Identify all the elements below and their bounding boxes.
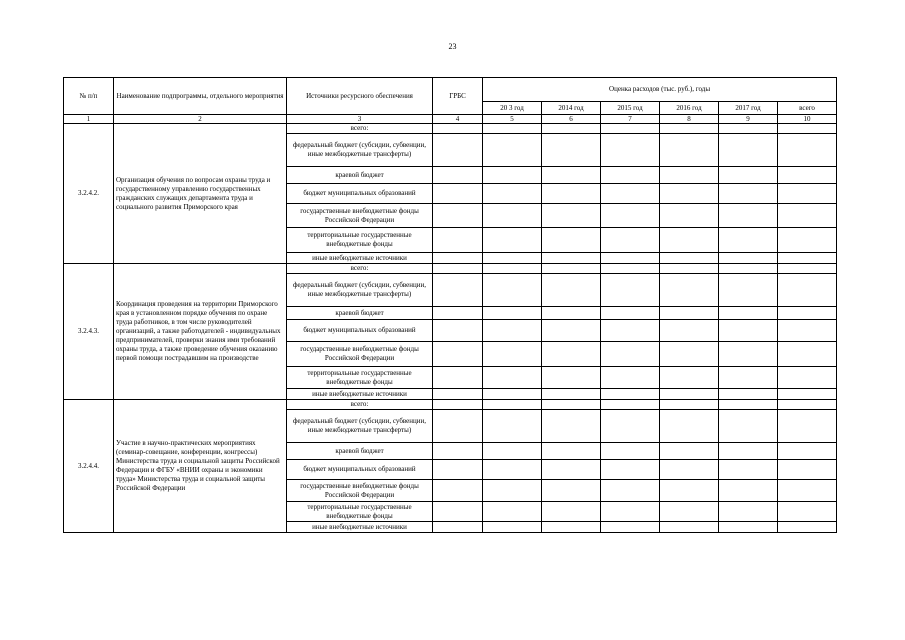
cost-cell <box>601 342 660 367</box>
cost-cell <box>778 204 837 228</box>
cost-cell <box>483 502 542 522</box>
header-year: 2014 год <box>542 102 601 115</box>
cost-cell <box>719 204 778 228</box>
cost-cell <box>778 460 837 480</box>
cost-cell <box>601 307 660 320</box>
cost-cell <box>601 274 660 307</box>
header-year: 2017 год <box>719 102 778 115</box>
cost-cell <box>601 320 660 342</box>
activity-name: Координация проведения на территории Приморского края в установленном порядке обучения по охране труда работников, в том числе руководителей организаций, а также работодателей - индивидуальных предпринимателей, проверки знания ими требований охраны труда, а также проведение обучения оказанию первой помощи пострадавшим на производстве <box>114 264 287 400</box>
funding-source: иные внебюджетные источники <box>287 253 433 264</box>
cost-cell <box>778 184 837 204</box>
cost-cell <box>778 502 837 522</box>
cost-cell <box>542 480 601 502</box>
cost-cell <box>660 204 719 228</box>
funding-source: федеральный бюджет (субсидии, субвенции, иные межбюджетные трансферты) <box>287 134 433 167</box>
funding-source: государственные внебюджетные фонды Российской Федерации <box>287 480 433 502</box>
cost-cell <box>542 124 601 134</box>
funding-source: всего: <box>287 124 433 134</box>
cost-cell <box>601 134 660 167</box>
cost-cell <box>660 253 719 264</box>
grbs-cell <box>433 460 483 480</box>
funding-source: краевой бюджет <box>287 167 433 184</box>
activity-number: 3.2.4.3. <box>64 264 114 400</box>
cost-cell <box>542 320 601 342</box>
cost-cell <box>483 167 542 184</box>
cost-cell <box>483 389 542 400</box>
cost-cell <box>719 389 778 400</box>
column-number: 6 <box>542 115 601 124</box>
cost-cell <box>778 228 837 253</box>
cost-cell <box>483 443 542 460</box>
cost-cell <box>542 253 601 264</box>
cost-cell <box>483 400 542 410</box>
column-number: 9 <box>719 115 778 124</box>
cost-cell <box>778 307 837 320</box>
cost-cell <box>660 400 719 410</box>
column-number: 2 <box>114 115 287 124</box>
cost-cell <box>542 228 601 253</box>
cost-cell <box>542 389 601 400</box>
cost-cell <box>542 264 601 274</box>
cost-cell <box>719 400 778 410</box>
header-year: 2015 год <box>601 102 660 115</box>
grbs-cell <box>433 342 483 367</box>
cost-cell <box>719 502 778 522</box>
header-costs: Оценка расходов (тыс. руб.), годы <box>483 78 837 102</box>
cost-cell <box>719 367 778 389</box>
cost-cell <box>483 184 542 204</box>
cost-cell <box>719 167 778 184</box>
header-grbs: ГРБС <box>433 78 483 115</box>
funding-source: иные внебюджетные источники <box>287 522 433 533</box>
cost-cell <box>483 480 542 502</box>
column-number: 8 <box>660 115 719 124</box>
cost-cell <box>719 184 778 204</box>
cost-cell <box>719 264 778 274</box>
cost-cell <box>660 502 719 522</box>
cost-cell <box>719 307 778 320</box>
cost-cell <box>601 502 660 522</box>
cost-cell <box>778 320 837 342</box>
grbs-cell <box>433 204 483 228</box>
cost-cell <box>660 264 719 274</box>
cost-cell <box>719 480 778 502</box>
funding-source: бюджет муниципальных образований <box>287 460 433 480</box>
cost-cell <box>483 204 542 228</box>
cost-cell <box>778 389 837 400</box>
cost-cell <box>542 204 601 228</box>
activity-number: 3.2.4.2. <box>64 124 114 264</box>
funding-source: бюджет муниципальных образований <box>287 320 433 342</box>
table-row <box>64 124 837 134</box>
grbs-cell <box>433 134 483 167</box>
cost-cell <box>719 228 778 253</box>
column-number: 4 <box>433 115 483 124</box>
cost-cell <box>719 124 778 134</box>
column-numbers-row <box>64 115 837 124</box>
funding-source: всего: <box>287 264 433 274</box>
cost-cell <box>601 460 660 480</box>
grbs-cell <box>433 522 483 533</box>
cost-cell <box>660 367 719 389</box>
cost-cell <box>719 342 778 367</box>
cost-cell <box>601 443 660 460</box>
cost-cell <box>778 124 837 134</box>
funding-source: государственные внебюджетные фонды Российской Федерации <box>287 342 433 367</box>
cost-cell <box>778 253 837 264</box>
cost-cell <box>542 167 601 184</box>
grbs-cell <box>433 480 483 502</box>
header-year-total: всего <box>778 102 837 115</box>
cost-cell <box>719 443 778 460</box>
cost-cell <box>601 167 660 184</box>
column-number: 10 <box>778 115 837 124</box>
cost-cell <box>660 274 719 307</box>
cost-cell <box>601 367 660 389</box>
cost-cell <box>483 410 542 443</box>
cost-cell <box>660 460 719 480</box>
cost-cell <box>483 264 542 274</box>
cost-cell <box>483 124 542 134</box>
header-sources: Источники ресурсного обеспечения <box>287 78 433 115</box>
activity-name: Участие в научно-практических мероприятиях (семинар-совещание, конференции, конгрессы) Министерства труда и социальной защиты Российской Федерации и ФГБУ «ВНИИ охраны и экономики труда» Министерства труда и социальной защиты Российской Федерации <box>114 400 287 533</box>
cost-cell <box>601 389 660 400</box>
cost-cell <box>542 274 601 307</box>
grbs-cell <box>433 307 483 320</box>
funding-source: федеральный бюджет (субсидии, субвенции, иные межбюджетные трансферты) <box>287 274 433 307</box>
cost-cell <box>660 389 719 400</box>
cost-cell <box>719 134 778 167</box>
cost-cell <box>601 264 660 274</box>
grbs-cell <box>433 253 483 264</box>
cost-cell <box>483 320 542 342</box>
cost-cell <box>542 460 601 480</box>
cost-cell <box>483 342 542 367</box>
cost-cell <box>778 367 837 389</box>
page-number: 23 <box>448 42 457 51</box>
grbs-cell <box>433 228 483 253</box>
cost-cell <box>719 460 778 480</box>
cost-cell <box>719 522 778 533</box>
funding-source: иные внебюджетные источники <box>287 389 433 400</box>
cost-cell <box>778 400 837 410</box>
funding-source: бюджет муниципальных образований <box>287 184 433 204</box>
cost-cell <box>601 400 660 410</box>
cost-cell <box>778 274 837 307</box>
cost-cell <box>601 204 660 228</box>
cost-cell <box>542 342 601 367</box>
cost-cell <box>719 410 778 443</box>
funding-source: краевой бюджет <box>287 307 433 320</box>
cost-cell <box>660 410 719 443</box>
grbs-cell <box>433 443 483 460</box>
cost-cell <box>719 274 778 307</box>
column-number: 7 <box>601 115 660 124</box>
cost-cell <box>778 342 837 367</box>
grbs-cell <box>433 167 483 184</box>
cost-cell <box>483 274 542 307</box>
grbs-cell <box>433 367 483 389</box>
cost-cell <box>660 443 719 460</box>
grbs-cell <box>433 264 483 274</box>
table-row <box>64 264 837 274</box>
column-number: 5 <box>483 115 542 124</box>
header-num: № п/п <box>64 78 114 115</box>
cost-cell <box>660 134 719 167</box>
cost-cell <box>542 522 601 533</box>
grbs-cell <box>433 320 483 342</box>
cost-cell <box>542 367 601 389</box>
cost-cell <box>778 134 837 167</box>
header-year: 2016 год <box>660 102 719 115</box>
cost-cell <box>778 167 837 184</box>
funding-source: территориальные государственные внебюджетные фонды <box>287 502 433 522</box>
cost-cell <box>660 228 719 253</box>
cost-cell <box>778 264 837 274</box>
cost-cell <box>542 502 601 522</box>
cost-cell <box>660 480 719 502</box>
funding-source: государственные внебюджетные фонды Российской Федерации <box>287 204 433 228</box>
table-body <box>64 124 837 533</box>
grbs-cell <box>433 124 483 134</box>
cost-cell <box>483 228 542 253</box>
cost-cell <box>601 410 660 443</box>
grbs-cell <box>433 502 483 522</box>
cost-cell <box>660 167 719 184</box>
grbs-cell <box>433 410 483 443</box>
cost-cell <box>778 410 837 443</box>
cost-cell <box>660 124 719 134</box>
cost-cell <box>601 228 660 253</box>
grbs-cell <box>433 184 483 204</box>
cost-cell <box>542 134 601 167</box>
expenditure-table <box>63 77 837 533</box>
grbs-cell <box>433 274 483 307</box>
cost-cell <box>542 443 601 460</box>
cost-cell <box>778 522 837 533</box>
cost-cell <box>601 253 660 264</box>
cost-cell <box>719 320 778 342</box>
cost-cell <box>601 480 660 502</box>
column-number: 3 <box>287 115 433 124</box>
cost-cell <box>660 522 719 533</box>
cost-cell <box>542 400 601 410</box>
funding-source: федеральный бюджет (субсидии, субвенции, иные межбюджетные трансферты) <box>287 410 433 443</box>
column-number: 1 <box>64 115 114 124</box>
cost-cell <box>483 522 542 533</box>
grbs-cell <box>433 389 483 400</box>
activity-number: 3.2.4.4. <box>64 400 114 533</box>
header-name: Наименование подпрограммы, отдельного мероприятия <box>114 78 287 115</box>
cost-cell <box>483 367 542 389</box>
cost-cell <box>483 253 542 264</box>
cost-cell <box>483 134 542 167</box>
cost-cell <box>483 307 542 320</box>
activity-name: Организация обучения по вопросам охраны труда и государственному управлению государственных гражданских служащих департамента труда и социального развития Приморского края <box>114 124 287 264</box>
cost-cell <box>719 253 778 264</box>
cost-cell <box>601 184 660 204</box>
cost-cell <box>660 320 719 342</box>
cost-cell <box>660 342 719 367</box>
cost-cell <box>778 443 837 460</box>
grbs-cell <box>433 400 483 410</box>
cost-cell <box>601 124 660 134</box>
cost-cell <box>542 410 601 443</box>
cost-cell <box>483 460 542 480</box>
header-year: 20 3 год <box>483 102 542 115</box>
funding-source: краевой бюджет <box>287 443 433 460</box>
cost-cell <box>542 307 601 320</box>
funding-source: всего: <box>287 400 433 410</box>
cost-cell <box>660 184 719 204</box>
cost-cell <box>601 522 660 533</box>
table-row <box>64 400 837 410</box>
funding-source: территориальные государственные внебюджетные фонды <box>287 367 433 389</box>
funding-source: территориальные государственные внебюджетные фонды <box>287 228 433 253</box>
cost-cell <box>660 307 719 320</box>
cost-cell <box>778 480 837 502</box>
cost-cell <box>542 184 601 204</box>
